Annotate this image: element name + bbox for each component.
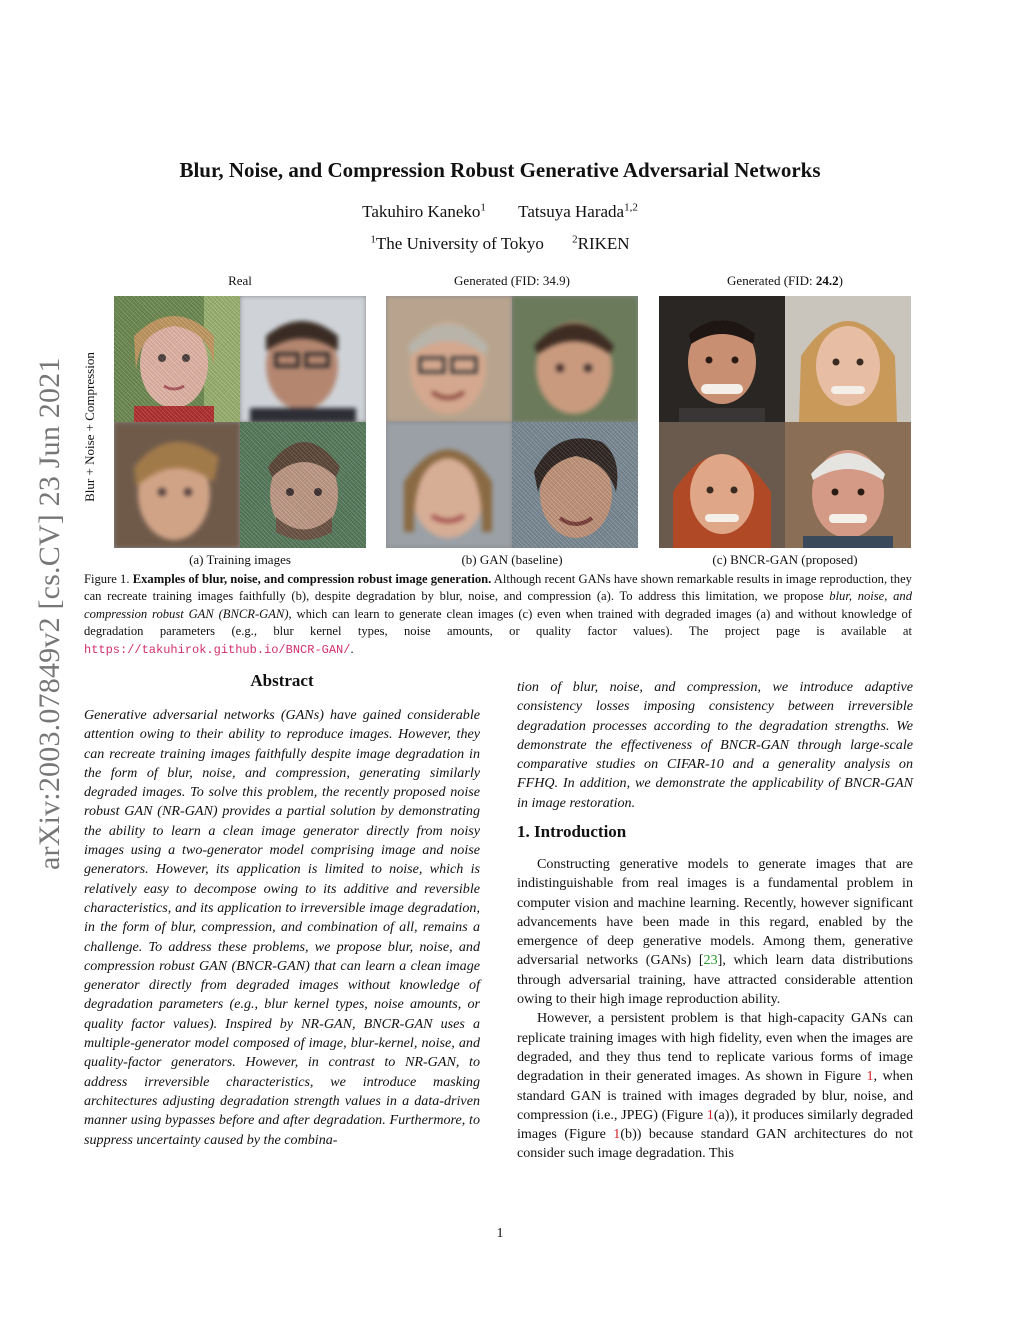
face-image-a3 [114, 422, 240, 548]
project-page-link[interactable]: https://takuhirok.github.io/BNCR-GAN/ [84, 642, 351, 657]
face-image-a1 [114, 296, 240, 422]
intro-heading: 1. Introduction [517, 822, 627, 841]
arxiv-identifier: arXiv:2003.07849v2 [cs.CV] 23 Jun 2021 [33, 357, 66, 870]
face-image-b3 [386, 422, 512, 548]
affiliation-list [0, 233, 1000, 254]
face-image-b2 [512, 296, 638, 422]
figure-ref-link[interactable]: 1 [613, 1126, 621, 1143]
face-image-c2 [785, 296, 911, 422]
face-image-b4 [512, 422, 638, 548]
face-image-c1 [659, 296, 785, 422]
row-label: Blur + Noise + Compression [82, 352, 97, 502]
intro-paragraph-2: However, a persistent problem is that high-capacity GANs can replicate training images with high fidelity, even when the images are degraded, and they thus tend to replicate various forms of image degradation in their generated images. As shown in Figure 1, when standard GAN is trained with images degraded by blur, noise, and compression (i.e., JPEG) (Figure 1(a)), it produces similarly degraded images (Figure 1(b)) because standard GAN architectures do not consider such image degradation. This [517, 1010, 913, 1162]
figure-ref-link[interactable]: 1 [706, 1106, 714, 1123]
col-head-bncr: Generated (FID: 24.2) [727, 273, 843, 288]
col-head-gan: Generated (FID: 34.9) [454, 273, 570, 288]
intro-paragraph-1: Constructing generative models to generate images that are indistinguishable from real images is a fundamental problem in computer vision and machine learning. Recently, however significant advancements have been made in this regard, enabled by the emergence of deep generative models. Among them, generative adversarial networks (GANs) [23], which learn data distributions through adversarial training, have attracted considerable attention owing to their high image reproduction ability. [517, 856, 913, 1008]
face-image-a4 [240, 422, 366, 548]
figure-caption: Figure 1. Examples of blur, noise, and compression robust image generation. Although recent GANs have shown remarkable results in image reproduction, they can recreate training images faithfully (b), despite degradation by blur, noise, and compression (a). To address this limitation, we propose blur, noise, and compression robust GAN (BNCR-GAN), which can learn to generate clean images (c) even when trained with degraded images (a) and without knowledge of degradation parameters (e.g., blur kernel types, noise amounts, or quality factor values). The project page is available at https://takuhirok.github.io/BNCR-GAN/. [84, 572, 912, 657]
page-number: 1 [496, 1226, 504, 1241]
intro-body [517, 855, 913, 1164]
face-image-a2 [240, 296, 366, 422]
paper-title: Blur, Noise, and Compression Robust Generative Adversarial Networks [179, 158, 821, 182]
author: Tatsuya Harada$^{1,2}$ [518, 201, 638, 221]
face-image-c3 [659, 422, 785, 548]
figure-ref-link[interactable]: 1 [866, 1068, 874, 1085]
subcaption-c: (c) BNCR-GAN (proposed) [712, 552, 858, 567]
subcaption-b: (b) GAN (baseline) [461, 552, 563, 567]
affiliation: $^2$RIKEN [572, 233, 630, 253]
abstract-heading: Abstract [250, 671, 314, 690]
abstract-continued: tion of blur, noise, and compression, we introduce adaptive consistency losses imposing consistency between irreversible degradation processes according to the degradation strengths. We demonstrate the effectiveness of BNCR-GAN through large-scale comparative studies on CIFAR-10 and a generality analysis on FFHQ. In addition, we demonstrate the applicability of BNCR-GAN in image restoration. [517, 679, 913, 811]
author-list [0, 201, 1000, 222]
face-image-b1 [386, 296, 512, 422]
citation-link[interactable]: 23 [703, 952, 718, 969]
author: Takuhiro Kaneko$^1$ [362, 201, 486, 221]
abstract-body: Generative adversarial networks (GANs) have gained considerable attention owing to their ability to reproduce images. However, they can recreate training images faithfully despite image degradation in the form of blur, noise, and compression, generating similarly degraded images. To solve this problem, the recently proposed noise robust GAN (NR-GAN) provides a partial solution by demonstrating the ability to learn a clean image generator directly from noisy images using a two-generator model comprising image and noise generators. However, its application is limited to noise, which is relatively easy to decompose owing to its additive and reversible characteristics, and its application to irreversible image degradation, in the form of blur, compression, and combination of all, remains a challenge. To address these problems, we propose blur, noise, and compression robust GAN (BNCR-GAN) that can learn a clean image generator directly from degraded images without knowledge of degradation parameters (e.g., blur kernel types, noise amounts, or quality factor values). Inspired by NR-GAN, BNCR-GAN uses a multiple-generator model composed of image, blur-kernel, noise, and quality-factor generators. However, in contrast to NR-GAN, to address irreversible characteristics, we introduce masking architectures adjusting degradation strength values in a data-driven manner using bypasses before and after degradation. Furthermore, to suppress uncertainty caused by the combina- [84, 707, 480, 1148]
affiliation: $^1$The University of Tokyo [370, 233, 544, 253]
subcaption-a: (a) Training images [189, 552, 291, 567]
col-head-real: Real [228, 273, 252, 288]
face-image-c4 [785, 422, 911, 548]
